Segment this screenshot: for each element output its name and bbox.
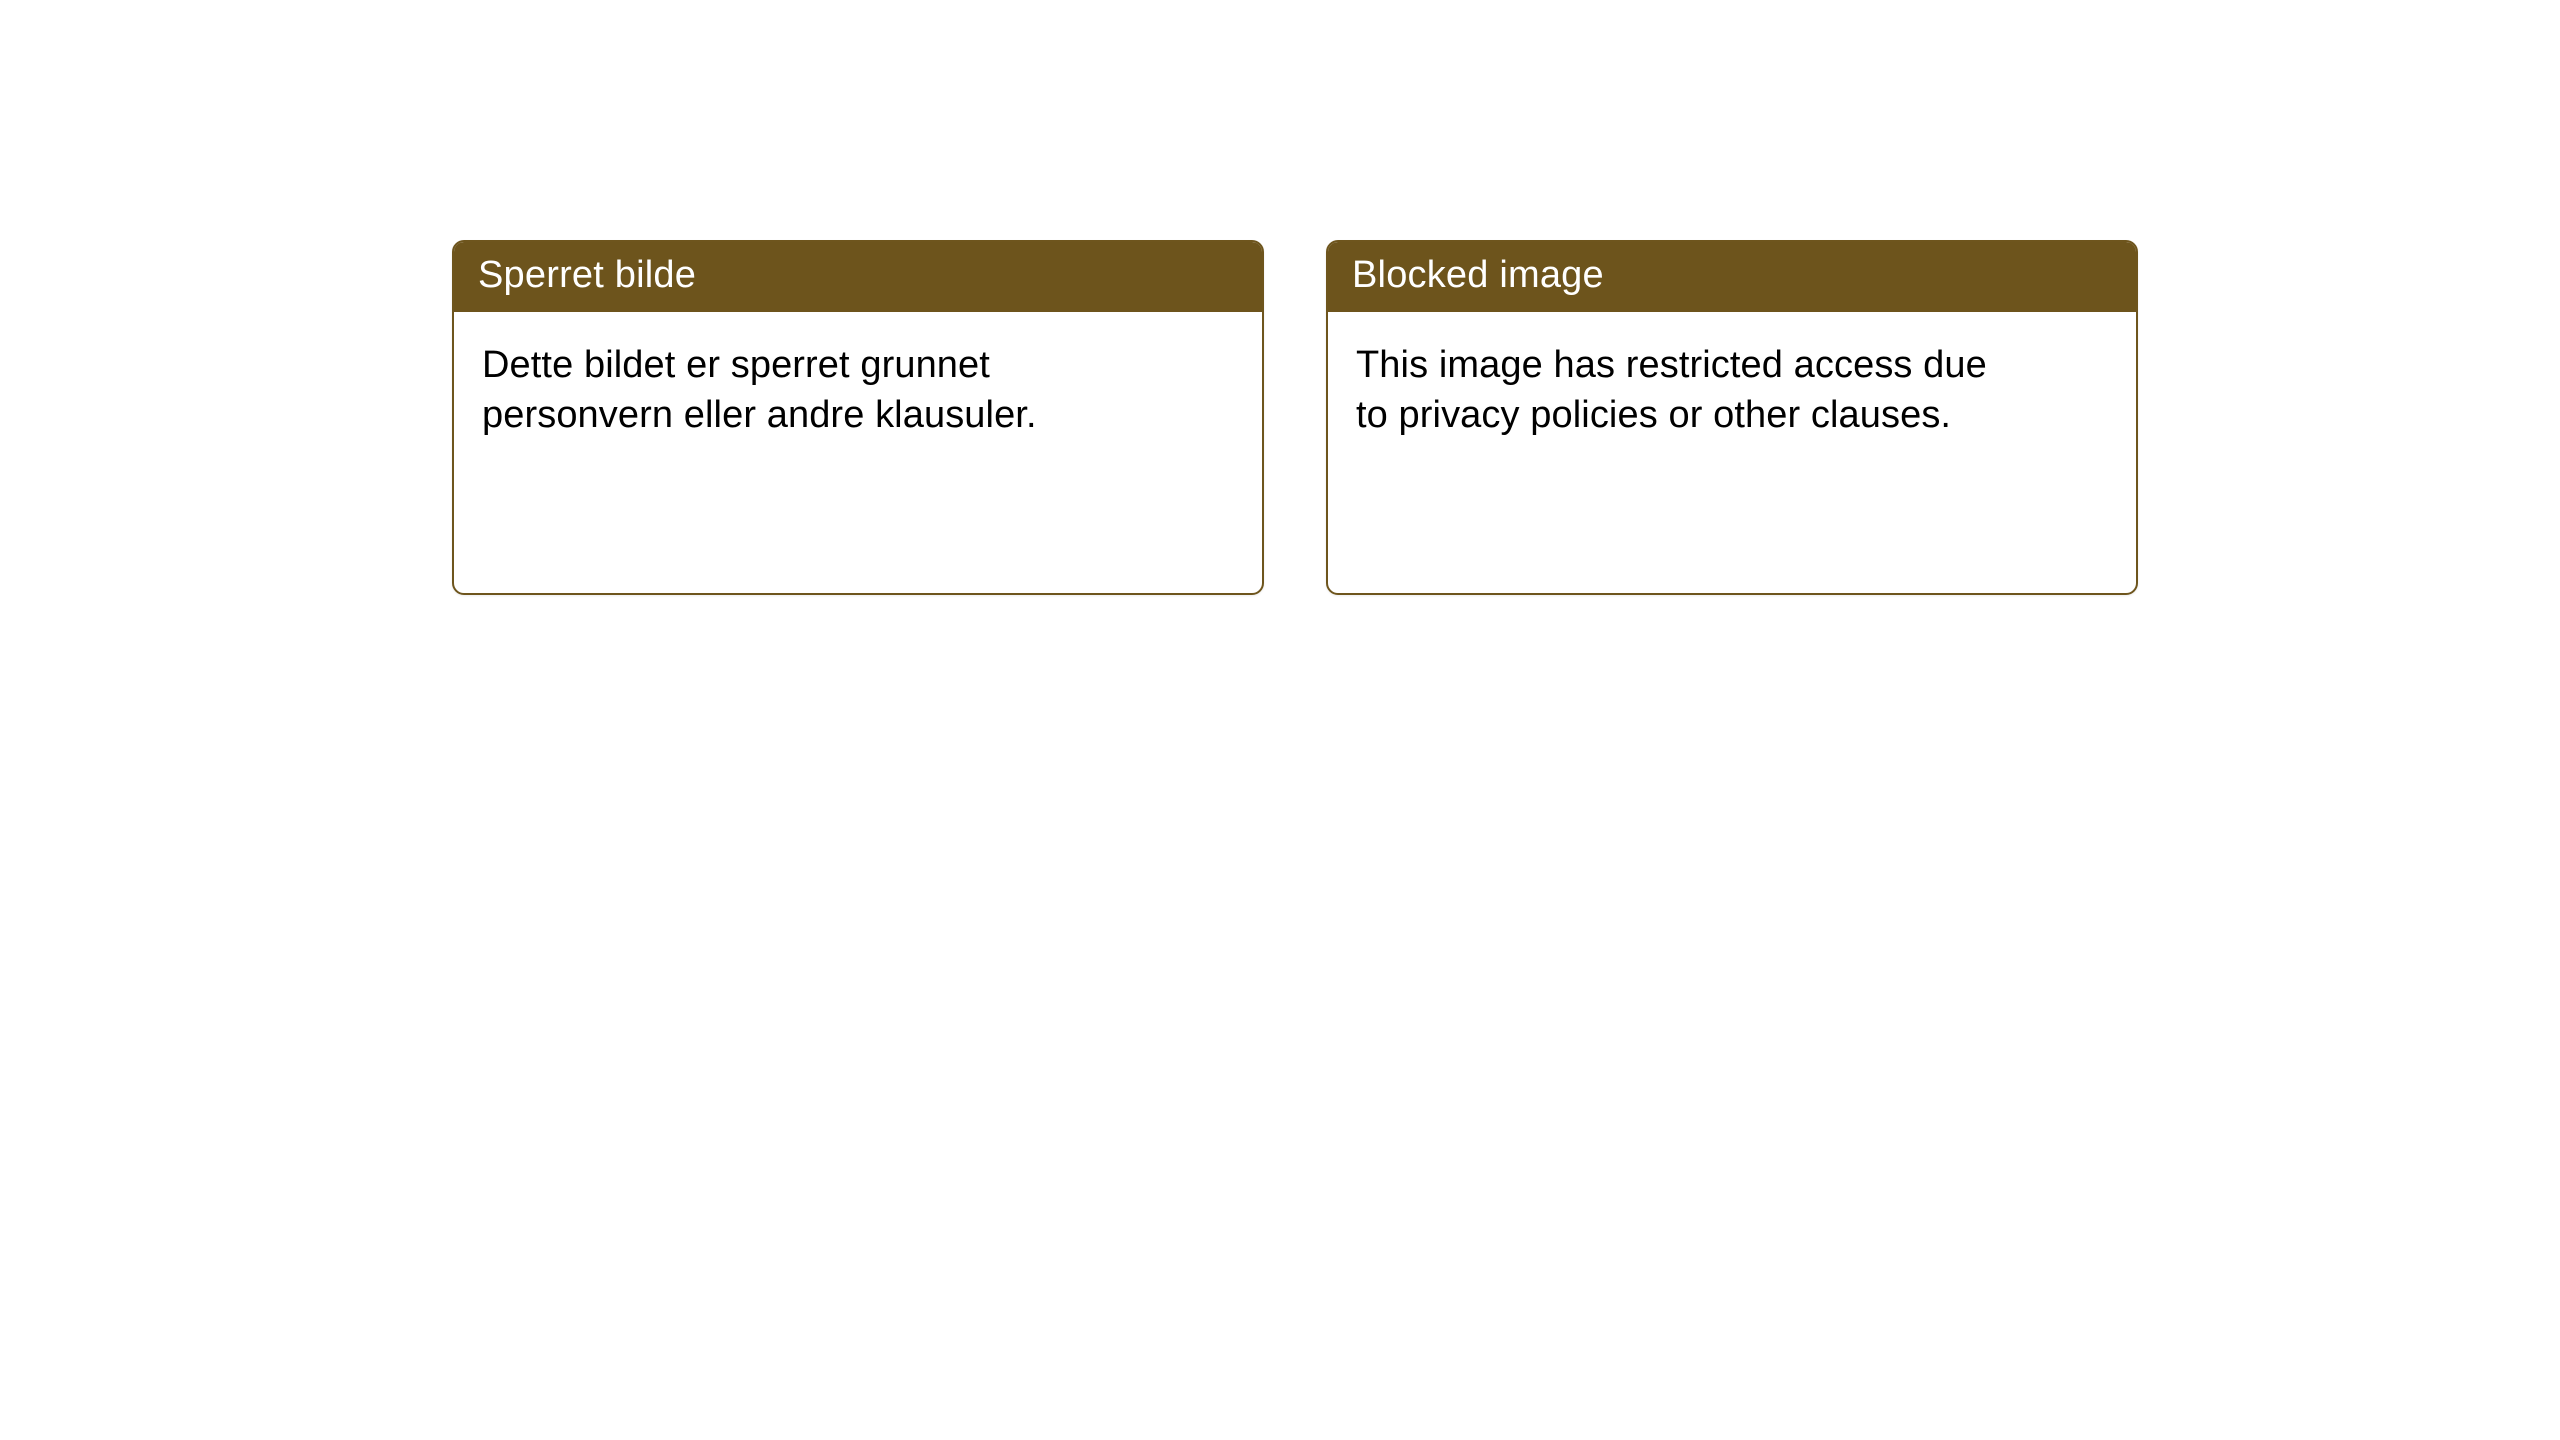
notice-card-body-en — [1328, 312, 2136, 441]
notice-card-message-en: This image has restricted access due to privacy policies or other clauses. — [1356, 343, 1987, 437]
notice-card-body-no — [454, 312, 1262, 441]
notice-card-message-no: Dette bildet er sperret grunnet personvern eller andre klausuler. — [482, 343, 1037, 437]
notice-card-title-no: Sperret bilde — [454, 242, 1262, 312]
notice-card-title-en: Blocked image — [1328, 242, 2136, 312]
blocked-image-notice-card-en — [1326, 240, 2138, 595]
notice-cards-row — [452, 240, 2138, 595]
blocked-image-notice-card-no — [452, 240, 1264, 595]
